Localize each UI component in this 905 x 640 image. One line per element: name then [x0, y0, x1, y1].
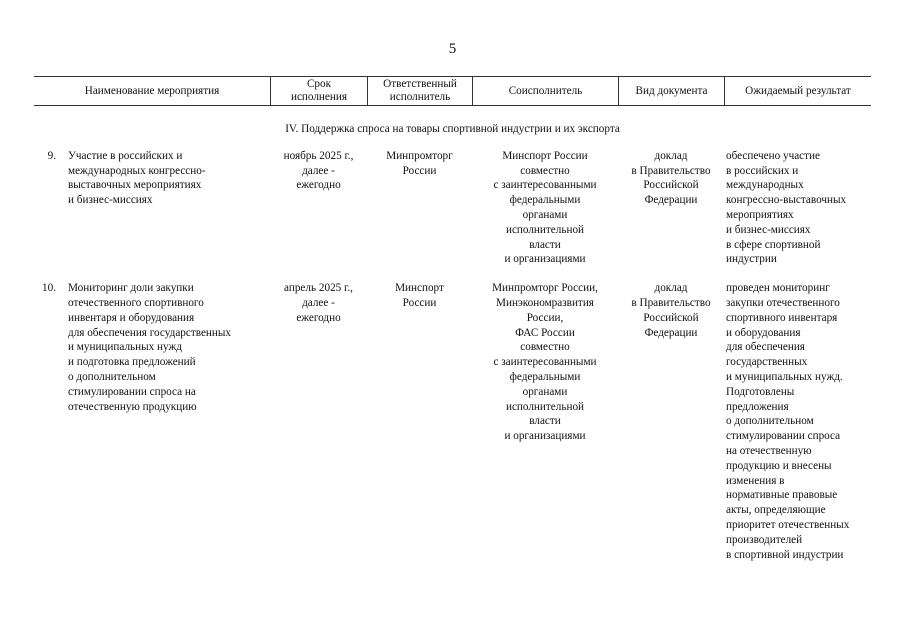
header-result: Ожидаемый результат	[724, 77, 871, 105]
row-number: 9.	[47, 149, 56, 162]
row-number: 10.	[42, 282, 56, 295]
cell-deadline: ноябрь 2025 г., далее - ежегодно	[283, 149, 354, 192]
cell-doc-type: доклад в Правительство Российской Федерации	[631, 149, 711, 207]
header-name: Наименование мероприятия	[84, 84, 220, 97]
table-body	[34, 149, 871, 563]
header-deadline: Срок исполнения	[270, 77, 367, 105]
cell-deadline: апрель 2025 г., далее - ежегодно	[284, 282, 353, 324]
cell-coexecutor: Минспорт России совместно с заинтересованными федеральными органами исполнительной власти и организациями	[493, 149, 597, 266]
section-title: IV. Поддержка спроса на товары спортивной индустрии и их экспорта	[285, 123, 620, 135]
cell-name: 9. Участие в российских и международных конгрессно- выставочных мероприятиях и бизнес-миссиях	[34, 149, 270, 267]
header-responsible: Ответственный исполнитель	[367, 77, 472, 105]
cell-responsible: Минспорт России	[395, 282, 444, 309]
cell-doc-type: доклад в Правительство Российской Федерации	[631, 282, 711, 339]
cell-result: проведен мониторинг закупки отечественного спортивного инвентаря и оборудования для обеспечения государственных и муниципальных нужд. Подготовлены предложения о дополнительном стимулировании спроса на отечественную продукцию и внесены изменения в нормативные правовые акты, определяющие приоритет отечественных производителей в спортивной индустрии	[726, 282, 850, 561]
table-row	[34, 149, 871, 267]
plan-table	[34, 76, 871, 576]
cell-responsible: Минпромторг России	[386, 149, 453, 177]
table-header	[34, 76, 871, 106]
page-number: 5	[448, 41, 457, 57]
table-row	[34, 281, 871, 562]
header-coexecutor: Соисполнитель	[472, 77, 618, 105]
cell-result: обеспечено участие в российских и международных конгрессно-выставочных мероприятиях и бизнес-миссиях в сфере спортивной индустрии	[726, 149, 847, 266]
cell-name: 10. Мониторинг доли закупки отечественного спортивного инвентаря и оборудования для обеспечения государственных и муниципальных нужд и подготовка предложений о дополнительном стимулировании спроса на отечественную продукцию	[34, 281, 270, 562]
cell-coexecutor: Минпромторг России, Минэкономразвития России, ФАС России совместно с заинтересованными федеральными органами исполнительной власти и организациями	[492, 282, 598, 443]
header-doc-type: Вид документа	[618, 77, 724, 105]
